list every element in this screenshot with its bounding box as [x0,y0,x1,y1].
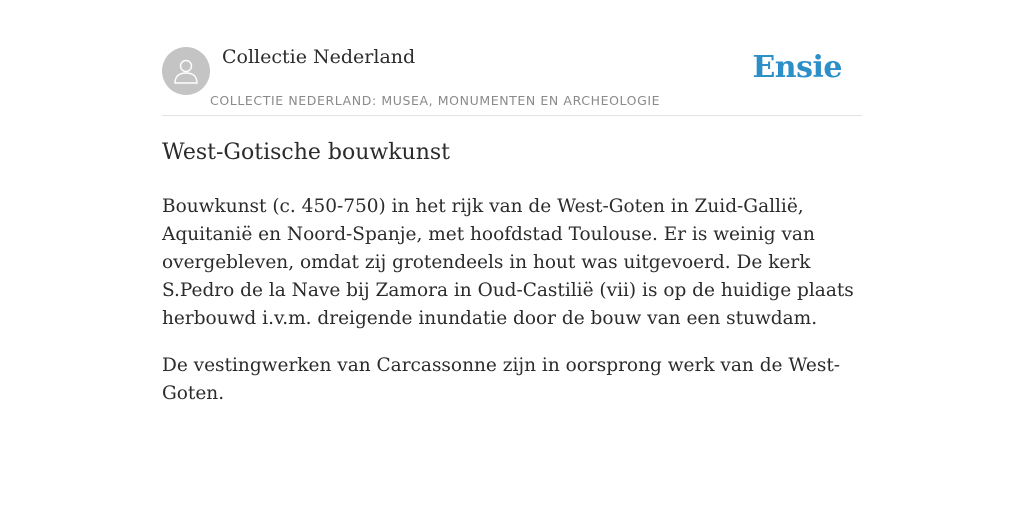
site-logo[interactable]: Ensie [752,50,842,85]
article-body [162,193,862,427]
avatar[interactable] [162,47,210,95]
header [162,0,862,116]
article-title: West-Gotische bouwkunst [162,140,451,165]
user-silhouette-icon [171,56,201,86]
article-paragraph: Bouwkunst (c. 450-750) in het rijk van de West-Goten in Zuid-Gallië, Aquitanië en Noord-Spanje, met hoofdstad Toulouse. Er is weinig van overgebleven, omdat zij grotendeels in hout was uitgevoerd. De kerk S.Pedro de la Nave bij Zamora in Oud-Castilië (vii) is op de huidige plaats herbouwd i.v.m. dreigende inundatie door de bouw van een stuwdam. [162,196,854,329]
author-name[interactable]: Collectie Nederland [222,46,416,68]
article-paragraph: De vestingwerken van Carcassonne zijn in oorsprong werk van de West-Goten. [162,355,841,404]
collection-subtitle[interactable]: COLLECTIE NEDERLAND: MUSEA, MONUMENTEN EN ARCHEOLOGIE [210,93,661,108]
page [162,0,862,404]
